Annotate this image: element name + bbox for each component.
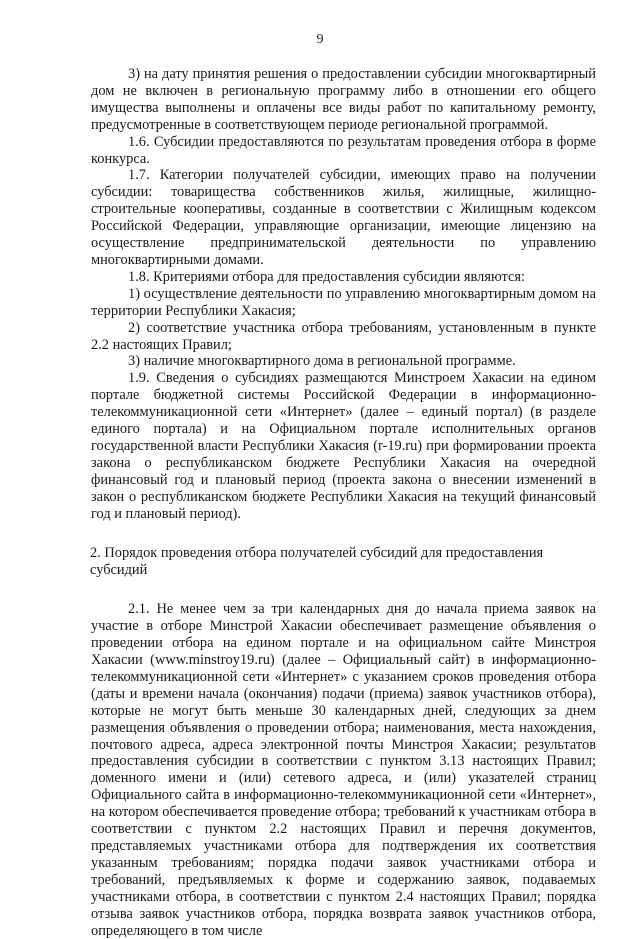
- paragraph-criterion-3: 3) наличие многоквартирного дома в региональной программе.: [128, 353, 516, 370]
- paragraph-1-8: 1.8. Критериями отбора для предоставления субсидии являются:: [128, 268, 525, 285]
- paragraph-criterion-1: 1) осуществление деятельности по управлению многоквартирным домом на территории Республики Хакасия;: [91, 285, 596, 319]
- paragraph-1-6: 1.6. Субсидии предоставляются по результатам проведения отбора в форме конкурса.: [91, 133, 596, 167]
- paragraph-clause-3: 3) на дату принятия решения о предоставлении субсидии многоквартирный дом не включен в региональную программу либо в отношении его общего имущества выполнены и оплачены все виды работ по капитальному ремонту, предусмотренные в соответствующем периоде региональной программой.: [91, 66, 596, 133]
- paragraph-1-7: 1.7. Категории получателей субсидии, имеющих право на получении субсидии: товарищества собственников жилья, жилищные, жилищно-строительные кооперативы, созданные в соответствии с Жилищным кодексом Российской Федерации, управляющие организации, имеющие лицензию на осуществление предпринимательской деятельности по управлению многоквартирными домами.: [91, 167, 596, 268]
- paragraph-2-1: 2.1. Не менее чем за три календарных дня до начала приема заявок на участие в отборе Минстрой Хакасии обеспечивает размещение объявления о проведении отбора на едином портале и на официальном сайте Минстроя Хакасии (www.minstroy19.ru) (далее – Официальный сайт) в информационно-телекоммуникационной сети «Интернет» с указанием сроков проведения отбора (даты и времени начала (окончания) подачи (приема) заявок участников отбора), которые не могут быть меньше 30 календарных дней, следующих за днем размещения объявления о проведении отбора; наименования, места нахождения, почтового адреса, адреса электронной почты Минстроя Хакасии; результатов предоставления субсидии в соответствии с пунктом 3.13 настоящих Правил; доменного имени и (или) сетевого адреса, и (или) указателей страниц Официального сайта в информационно-телекоммуникационной сети «Интернет», на котором обеспечивается проведение отбора; требований к участникам отбора в соответствии с пунктом 2.2 настоящих Правил и перечня документов, представляемых участниками отбора для подтверждения их соответствия указанным требованиям; порядка подачи заявок участниками отбора и требований, предъявляемых к форме и содержанию заявок, подаваемых участниками отбора, в соответствии с пунктом 2.4 настоящих Правил; порядка отзыва заявок участников отбора, порядка возврата заявок участников отбора, определяющего в том числе: [91, 601, 596, 939]
- page-number: 9: [316, 32, 324, 47]
- section-heading: 2. Порядок проведения отбора получателей субсидий для предоставления субсидий: [90, 545, 544, 579]
- document-body: [91, 66, 596, 939]
- paragraph-criterion-2: 2) соответствие участника отбора требованиям, установленным в пункте 2.2 настоящих Правил;: [91, 319, 596, 353]
- paragraph-1-9: 1.9. Сведения о субсидиях размещаются Минстроем Хакасии на едином портале бюджетной системы Российской Федерации в информационно-телекоммуникационной сети «Интернет» (далее – единый портал) (в разделе единого портала) и на Официальном портале исполнительных органов государственной власти Республики Хакасия (r-19.ru) при формировании проекта закона о республиканском бюджете Республики Хакасия на очередной финансовый год и плановый период (проекта закона о внесении изменений в закон о республиканском бюджете Республики Хакасия на текущий финансовый год и плановый период).: [91, 370, 596, 522]
